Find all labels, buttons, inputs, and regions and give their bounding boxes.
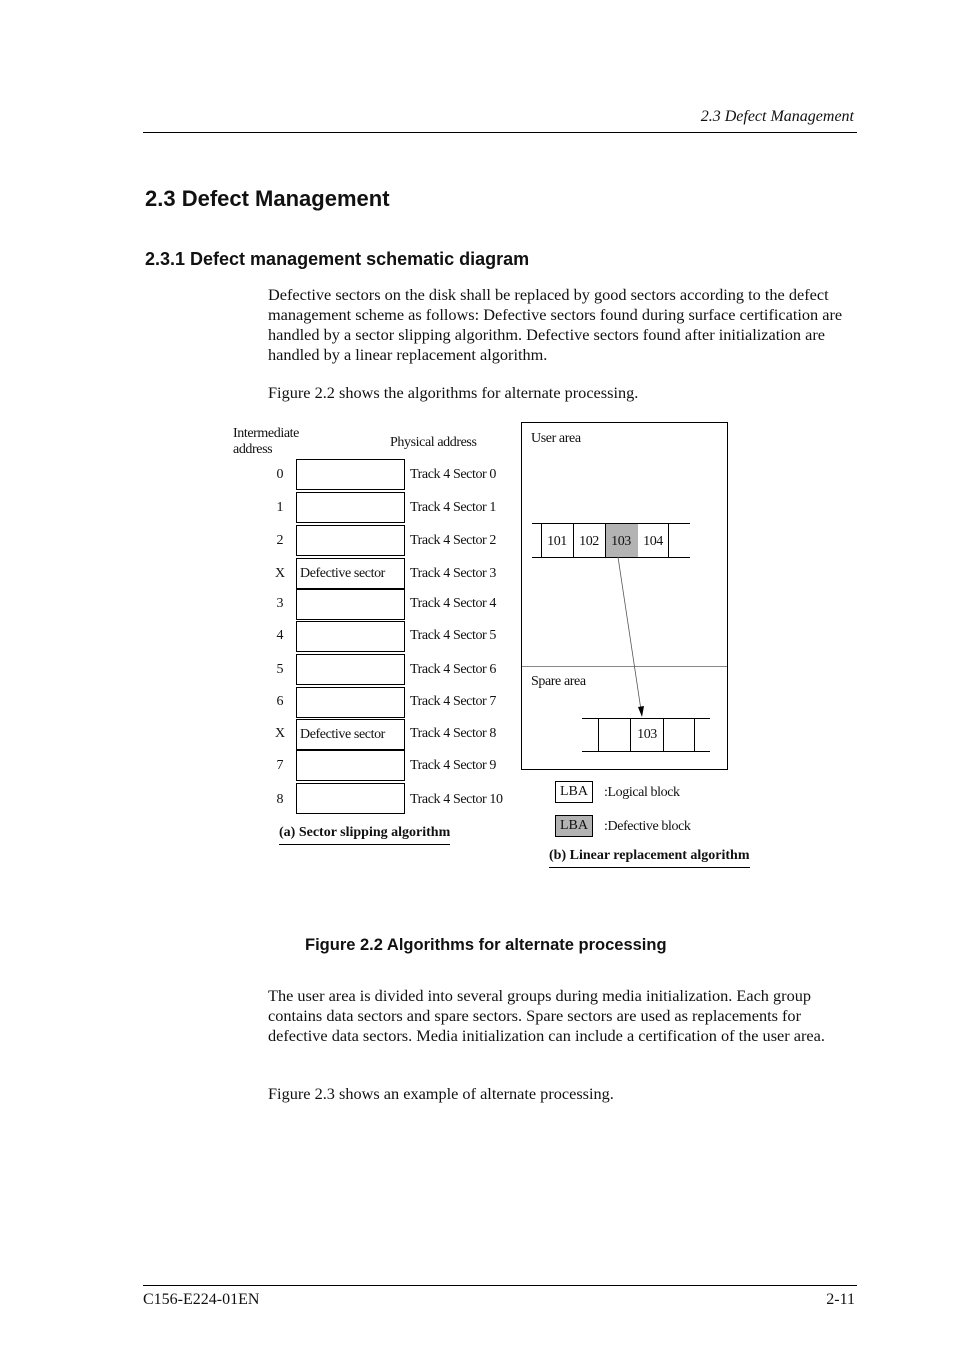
row-index: 3 [276, 596, 284, 611]
next-figure-paragraph: Figure 2.3 shows an example of alternate processing. [268, 1084, 614, 1103]
row-index: X [274, 566, 286, 581]
user-block: 102 [579, 534, 599, 549]
physical-address: Track 4 Sector 3 [410, 566, 497, 581]
section-title: 2.3 Defect Management [145, 186, 390, 211]
legend-logical-label: :Logical block [604, 785, 680, 800]
sector-cell-defective: Defective sector [296, 719, 405, 750]
subsection-title: 2.3.1 Defect management schematic diagram [145, 249, 530, 269]
spare-area-label: Spare area [531, 674, 586, 689]
row-index: X [274, 726, 286, 741]
row-index: 0 [276, 467, 284, 482]
row-index: 1 [276, 500, 284, 515]
linear-replacement-caption: (b) Linear replacement algorithm [549, 848, 750, 868]
physical-address: Track 4 Sector 8 [410, 726, 497, 741]
user-block: 101 [547, 534, 567, 549]
arrow-line [618, 557, 641, 710]
row-index: 8 [276, 792, 284, 807]
user-block-defective: 103 [611, 534, 631, 549]
user-area-paragraph: The user area is divided into several groups during media initialization. Each group contains data sectors and spare sectors. Spare sectors are used as replacements for defective data sectors. Media initialization can include a certification of the user area. [268, 986, 825, 1045]
physical-address: Track 4 Sector 5 [410, 628, 497, 643]
row-index: 7 [276, 758, 284, 773]
legend-defective-label: :Defective block [604, 819, 691, 834]
physical-address: Track 4 Sector 1 [410, 500, 497, 515]
sector-cell-defective: Defective sector [296, 558, 405, 589]
user-block: 104 [643, 534, 663, 549]
page-number: 2-11 [826, 1291, 855, 1308]
intermediate-label-line1: Intermediate [233, 426, 299, 441]
physical-address-label: Physical address [390, 435, 477, 450]
row-index: 2 [276, 533, 284, 548]
physical-address: Track 4 Sector 7 [410, 694, 497, 709]
row-index: 4 [276, 628, 284, 643]
arrow-head [638, 706, 644, 717]
figure-reference-paragraph: Figure 2.2 shows the algorithms for alternate processing. [268, 383, 639, 402]
physical-address: Track 4 Sector 6 [410, 662, 497, 677]
running-header: 2.3 Defect Management [700, 108, 854, 125]
intermediate-label-line2: address [233, 442, 273, 457]
physical-address: Track 4 Sector 4 [410, 596, 497, 611]
physical-address: Track 4 Sector 10 [410, 792, 503, 807]
legend-defective-box: LBA [555, 815, 593, 837]
physical-address: Track 4 Sector 9 [410, 758, 497, 773]
physical-address: Track 4 Sector 2 [410, 533, 497, 548]
user-area-label: User area [531, 431, 581, 446]
legend-logical-box: LBA [555, 781, 593, 803]
row-index: 5 [276, 662, 284, 677]
document-id: C156-E224-01EN [143, 1291, 260, 1308]
intro-paragraph: Defective sectors on the disk shall be replaced by good sectors according to the defect management scheme as follows: Defective sectors found during surface certification are handled by a sector slipping algorithm. Defective sectors found after initialization are handled by a linear replacement algorithm. [268, 285, 843, 364]
figure-caption: Figure 2.2 Algorithms for alternate processing [305, 936, 667, 954]
spare-block: 103 [637, 727, 657, 742]
footer-rule [143, 1285, 857, 1286]
sector-slipping-caption: (a) Sector slipping algorithm [279, 825, 450, 845]
physical-address: Track 4 Sector 0 [410, 467, 497, 482]
row-index: 6 [276, 694, 284, 709]
